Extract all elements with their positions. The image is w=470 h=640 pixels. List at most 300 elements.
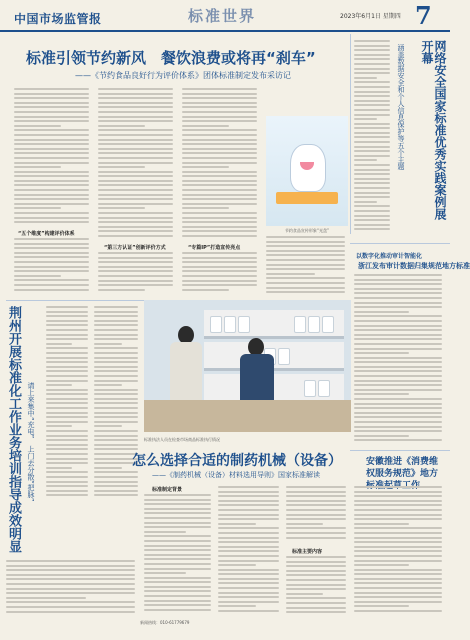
- text-line: [218, 610, 279, 612]
- text-line: [182, 120, 257, 122]
- text-line: [46, 352, 88, 354]
- text-line: [46, 334, 88, 336]
- text-line: [354, 523, 409, 525]
- text-line: [354, 366, 442, 368]
- text-line: [218, 569, 279, 571]
- text-line: [46, 366, 88, 368]
- text-line: [46, 357, 88, 359]
- text-line: [354, 219, 390, 221]
- text-line: [98, 207, 145, 209]
- text-line: [94, 347, 138, 349]
- text-line: [144, 568, 211, 570]
- text-line: [94, 324, 138, 326]
- text-line: [98, 129, 173, 131]
- text-line: [14, 184, 89, 186]
- text-line: [144, 549, 211, 551]
- text-line: [286, 556, 346, 558]
- text-line: [14, 125, 61, 127]
- text-line: [94, 430, 138, 432]
- text-line: [98, 226, 173, 228]
- text-line: [218, 509, 279, 511]
- text-line: [14, 116, 89, 118]
- text-line: [46, 361, 88, 363]
- text-line: [6, 611, 135, 613]
- text-line: [354, 582, 442, 584]
- text-line: [354, 132, 390, 134]
- text-line: [46, 416, 88, 418]
- text-line: [14, 171, 89, 173]
- text-line: [354, 375, 442, 377]
- text-line: [218, 578, 279, 580]
- text-line: [218, 573, 279, 575]
- text-line: [354, 338, 442, 340]
- text-line: [354, 573, 442, 575]
- text-line: [94, 402, 138, 404]
- text-line: [6, 574, 135, 576]
- text-line: [354, 361, 442, 363]
- text-line: [354, 569, 442, 571]
- text-line: [46, 315, 88, 317]
- mascot-photo: [266, 116, 348, 226]
- text-line: [182, 221, 257, 223]
- text-line: [14, 221, 89, 223]
- text-line: [144, 586, 211, 588]
- text-line: [46, 311, 88, 313]
- article1-subhead-2: “第三方认证”创新评价方式: [104, 245, 166, 251]
- text-line: [98, 125, 145, 127]
- text-line: [354, 412, 442, 414]
- text-line: [46, 370, 88, 372]
- text-line: [218, 491, 279, 493]
- article4-text-b: [94, 306, 140, 502]
- text-line: [354, 40, 390, 42]
- text-line: [46, 343, 72, 345]
- text-line: [354, 352, 409, 354]
- text-line: [182, 180, 257, 182]
- text-line: [46, 380, 88, 382]
- text-line: [286, 574, 346, 576]
- text-line: [144, 595, 211, 597]
- text-line: [182, 252, 257, 254]
- text-line: [354, 514, 442, 516]
- text-line: [354, 150, 390, 152]
- text-line: [46, 412, 88, 414]
- text-line: [354, 58, 390, 60]
- text-line: [144, 535, 211, 537]
- text-line: [6, 601, 135, 603]
- text-line: [286, 611, 346, 613]
- text-line: [354, 192, 390, 194]
- text-line: [46, 439, 88, 441]
- article2-title: 网络安全国家标准优秀实践案例展开幕: [420, 40, 447, 220]
- text-line: [218, 486, 279, 488]
- text-line: [218, 596, 279, 598]
- text-line: [354, 320, 442, 322]
- text-line: [218, 601, 279, 603]
- text-line: [46, 320, 88, 322]
- text-line: [6, 569, 135, 571]
- text-line: [354, 159, 377, 161]
- text-line: [354, 45, 390, 47]
- text-line: [354, 491, 442, 493]
- text-line: [46, 485, 88, 487]
- text-line: [266, 291, 345, 293]
- text-line: [14, 261, 89, 263]
- text-line: [94, 481, 138, 483]
- text-line: [144, 545, 211, 547]
- text-line: [354, 279, 442, 281]
- text-line: [354, 91, 390, 93]
- article5-subtitle: ——《制药机械（设备）材料选用导则》国家标准解读: [152, 471, 320, 479]
- text-line: [354, 555, 442, 557]
- text-line: [354, 81, 390, 83]
- text-line: [218, 527, 279, 529]
- text-line: [94, 416, 138, 418]
- text-line: [182, 157, 257, 159]
- text-line: [46, 448, 88, 450]
- text-line: [46, 425, 72, 427]
- text-line: [354, 504, 442, 506]
- text-line: [98, 134, 173, 136]
- text-line: [354, 215, 390, 217]
- text-line: [98, 203, 173, 205]
- text-line: [286, 523, 323, 525]
- text-line: [354, 370, 442, 372]
- text-line: [98, 198, 173, 200]
- text-line: [354, 389, 442, 391]
- text-line: [14, 120, 89, 122]
- text-line: [354, 518, 442, 520]
- product: [318, 380, 330, 397]
- page-number: 7: [415, 1, 432, 30]
- text-line: [354, 146, 390, 148]
- text-line: [354, 288, 442, 290]
- counter: [144, 400, 351, 432]
- text-line: [354, 306, 442, 308]
- text-line: [98, 257, 173, 259]
- text-line: [354, 86, 390, 88]
- article5-title: 怎么选择合适的制药机械（设备）: [132, 453, 342, 469]
- text-line: [182, 257, 257, 259]
- text-line: [98, 111, 173, 113]
- text-line: [354, 77, 377, 79]
- text-line: [354, 201, 377, 203]
- text-line: [266, 236, 345, 238]
- article3-text: [354, 274, 446, 446]
- text-line: [354, 118, 377, 120]
- text-line: [354, 610, 442, 612]
- text-line: [182, 88, 257, 90]
- text-line: [182, 212, 257, 214]
- text-line: [14, 207, 61, 209]
- article5-text-col3: [286, 486, 348, 544]
- article4-text-c: [6, 560, 140, 616]
- article4-title: 荆州开展标准化工作业务培训指导成效明显: [6, 306, 21, 553]
- text-line: [266, 268, 345, 270]
- inspection-photo: [144, 300, 351, 432]
- article4-text-a: [46, 306, 90, 502]
- article6-text: [354, 486, 446, 616]
- text-line: [46, 384, 72, 386]
- text-line: [286, 504, 346, 506]
- text-line: [354, 403, 442, 405]
- article1-subhead-1: “五个维度”构建评价体系: [18, 231, 75, 237]
- text-line: [286, 495, 346, 497]
- text-line: [98, 152, 173, 154]
- text-line: [182, 97, 257, 99]
- text-line: [14, 203, 89, 205]
- text-line: [354, 348, 442, 350]
- text-line: [354, 509, 442, 511]
- text-line: [354, 500, 442, 502]
- text-line: [354, 315, 442, 317]
- divider-right: [350, 243, 450, 244]
- text-line: [354, 228, 390, 230]
- text-line: [182, 280, 257, 282]
- text-line: [354, 546, 442, 548]
- text-line: [6, 588, 135, 590]
- text-line: [98, 148, 173, 150]
- text-line: [218, 550, 279, 552]
- text-line: [286, 514, 346, 516]
- text-line: [98, 162, 173, 164]
- text-line: [286, 584, 346, 586]
- paper-name: 中国市场监管报: [14, 12, 102, 26]
- text-line: [218, 537, 279, 539]
- text-line: [14, 152, 89, 154]
- text-line: [286, 509, 346, 511]
- text-line: [218, 500, 279, 502]
- text-line: [144, 494, 211, 496]
- text-line: [218, 495, 279, 497]
- text-line: [182, 171, 257, 173]
- text-line: [182, 102, 257, 104]
- text-line: [94, 476, 138, 478]
- text-line: [354, 560, 442, 562]
- text-line: [182, 184, 257, 186]
- text-line: [144, 558, 211, 560]
- text-line: [354, 393, 409, 395]
- text-line: [94, 485, 138, 487]
- text-line: [354, 592, 442, 594]
- text-line: [354, 72, 390, 74]
- text-line: [14, 252, 89, 254]
- text-line: [6, 597, 86, 599]
- article1-subtitle: ——《节约食品良好行为评价体系》团体标准制定发布采访记: [75, 71, 291, 80]
- inspection-photo-caption: 标准执法人员在检查市场商品标准执行情况: [144, 437, 220, 442]
- text-line: [218, 564, 256, 566]
- article1-text-col1: [14, 88, 92, 228]
- text-line: [94, 329, 138, 331]
- text-line: [182, 203, 257, 205]
- text-line: [354, 430, 442, 432]
- text-line: [144, 604, 211, 606]
- text-line: [354, 329, 442, 331]
- text-line: [354, 95, 390, 97]
- article2-text: [354, 40, 392, 236]
- text-line: [98, 266, 173, 268]
- text-line: [144, 531, 186, 533]
- text-line: [6, 565, 135, 567]
- text-line: [182, 270, 257, 272]
- text-line: [94, 467, 122, 469]
- text-line: [94, 444, 138, 446]
- text-line: [46, 467, 72, 469]
- text-line: [354, 274, 442, 276]
- text-line: [182, 143, 257, 145]
- text-line: [94, 384, 122, 386]
- text-line: [98, 88, 173, 90]
- text-line: [94, 421, 138, 423]
- text-line: [46, 444, 88, 446]
- text-line: [182, 235, 257, 237]
- article1-text-col1b: [14, 238, 92, 296]
- text-line: [14, 111, 89, 113]
- text-line: [94, 375, 138, 377]
- text-line: [182, 125, 229, 127]
- product: [210, 316, 222, 333]
- text-line: [354, 564, 409, 566]
- text-line: [354, 486, 442, 488]
- text-line: [354, 532, 442, 534]
- article1-title: 标准引领节约新风 餐饮浪费或将再“刹车”: [26, 49, 316, 67]
- text-line: [14, 143, 89, 145]
- text-line: [354, 136, 390, 138]
- text-line: [94, 380, 138, 382]
- text-line: [14, 289, 89, 291]
- text-line: [354, 104, 390, 106]
- text-line: [266, 287, 345, 289]
- text-line: [354, 527, 442, 529]
- issue-date: 2023年6月1日 星期四: [340, 13, 401, 20]
- text-line: [6, 606, 135, 608]
- text-line: [94, 490, 138, 492]
- text-line: [182, 134, 257, 136]
- text-line: [182, 106, 257, 108]
- text-line: [144, 563, 211, 565]
- text-line: [218, 555, 279, 557]
- text-line: [46, 347, 88, 349]
- text-line: [218, 523, 256, 525]
- text-line: [14, 139, 89, 141]
- text-line: [98, 106, 173, 108]
- text-line: [94, 338, 138, 340]
- text-line: [144, 581, 211, 583]
- text-line: [98, 194, 173, 196]
- text-line: [182, 275, 257, 277]
- text-line: [354, 435, 409, 437]
- text-line: [286, 597, 346, 599]
- text-line: [182, 217, 257, 219]
- text-line: [354, 68, 390, 70]
- text-line: [14, 217, 89, 219]
- text-line: [144, 554, 211, 556]
- text-line: [354, 407, 442, 409]
- text-line: [286, 532, 346, 534]
- text-line: [182, 266, 257, 268]
- text-line: [14, 148, 89, 150]
- text-line: [14, 212, 89, 214]
- text-line: [144, 522, 211, 524]
- text-line: [46, 338, 88, 340]
- text-line: [94, 306, 138, 308]
- text-line: [144, 540, 211, 542]
- text-line: [94, 412, 138, 414]
- text-line: [46, 490, 88, 492]
- text-line: [218, 546, 279, 548]
- text-line: [354, 155, 390, 157]
- text-line: [286, 579, 346, 581]
- text-line: [46, 407, 88, 409]
- text-line: [46, 476, 88, 478]
- text-line: [98, 180, 173, 182]
- text-line: [182, 162, 257, 164]
- text-line: [182, 93, 257, 95]
- text-line: [46, 389, 88, 391]
- article5-text-col2: [218, 486, 282, 616]
- text-line: [182, 139, 257, 141]
- product: [304, 380, 316, 397]
- text-line: [354, 196, 390, 198]
- text-line: [94, 343, 122, 345]
- article1-text-col3: [182, 88, 260, 243]
- product: [224, 316, 236, 333]
- text-line: [354, 224, 390, 226]
- text-line: [14, 134, 89, 136]
- text-line: [286, 527, 346, 529]
- product: [294, 316, 306, 333]
- text-line: [98, 275, 173, 277]
- text-line: [94, 352, 138, 354]
- masthead: [0, 0, 450, 32]
- text-line: [14, 129, 89, 131]
- text-line: [94, 370, 138, 372]
- text-line: [46, 375, 88, 377]
- text-line: [98, 221, 173, 223]
- text-line: [46, 494, 88, 496]
- text-line: [182, 261, 257, 263]
- text-line: [46, 402, 88, 404]
- text-line: [266, 282, 345, 284]
- text-line: [266, 254, 345, 256]
- article1-text-col4: [266, 236, 348, 298]
- text-line: [354, 541, 442, 543]
- text-line: [94, 435, 138, 437]
- text-line: [46, 453, 88, 455]
- text-line: [6, 578, 135, 580]
- text-line: [94, 471, 138, 473]
- text-line: [182, 194, 257, 196]
- text-line: [98, 230, 173, 232]
- text-line: [354, 169, 390, 171]
- text-line: [218, 518, 279, 520]
- text-line: [144, 512, 211, 514]
- mascot-board: [276, 192, 338, 204]
- text-line: [144, 499, 211, 501]
- text-line: [354, 63, 390, 65]
- text-line: [354, 297, 442, 299]
- text-line: [144, 517, 211, 519]
- text-line: [14, 88, 89, 90]
- article5-text-col3b: [286, 556, 348, 616]
- text-line: [354, 384, 442, 386]
- text-line: [46, 458, 88, 460]
- text-line: [354, 550, 442, 552]
- text-line: [354, 114, 390, 116]
- text-line: [266, 273, 315, 275]
- text-line: [98, 280, 173, 282]
- text-line: [144, 526, 211, 528]
